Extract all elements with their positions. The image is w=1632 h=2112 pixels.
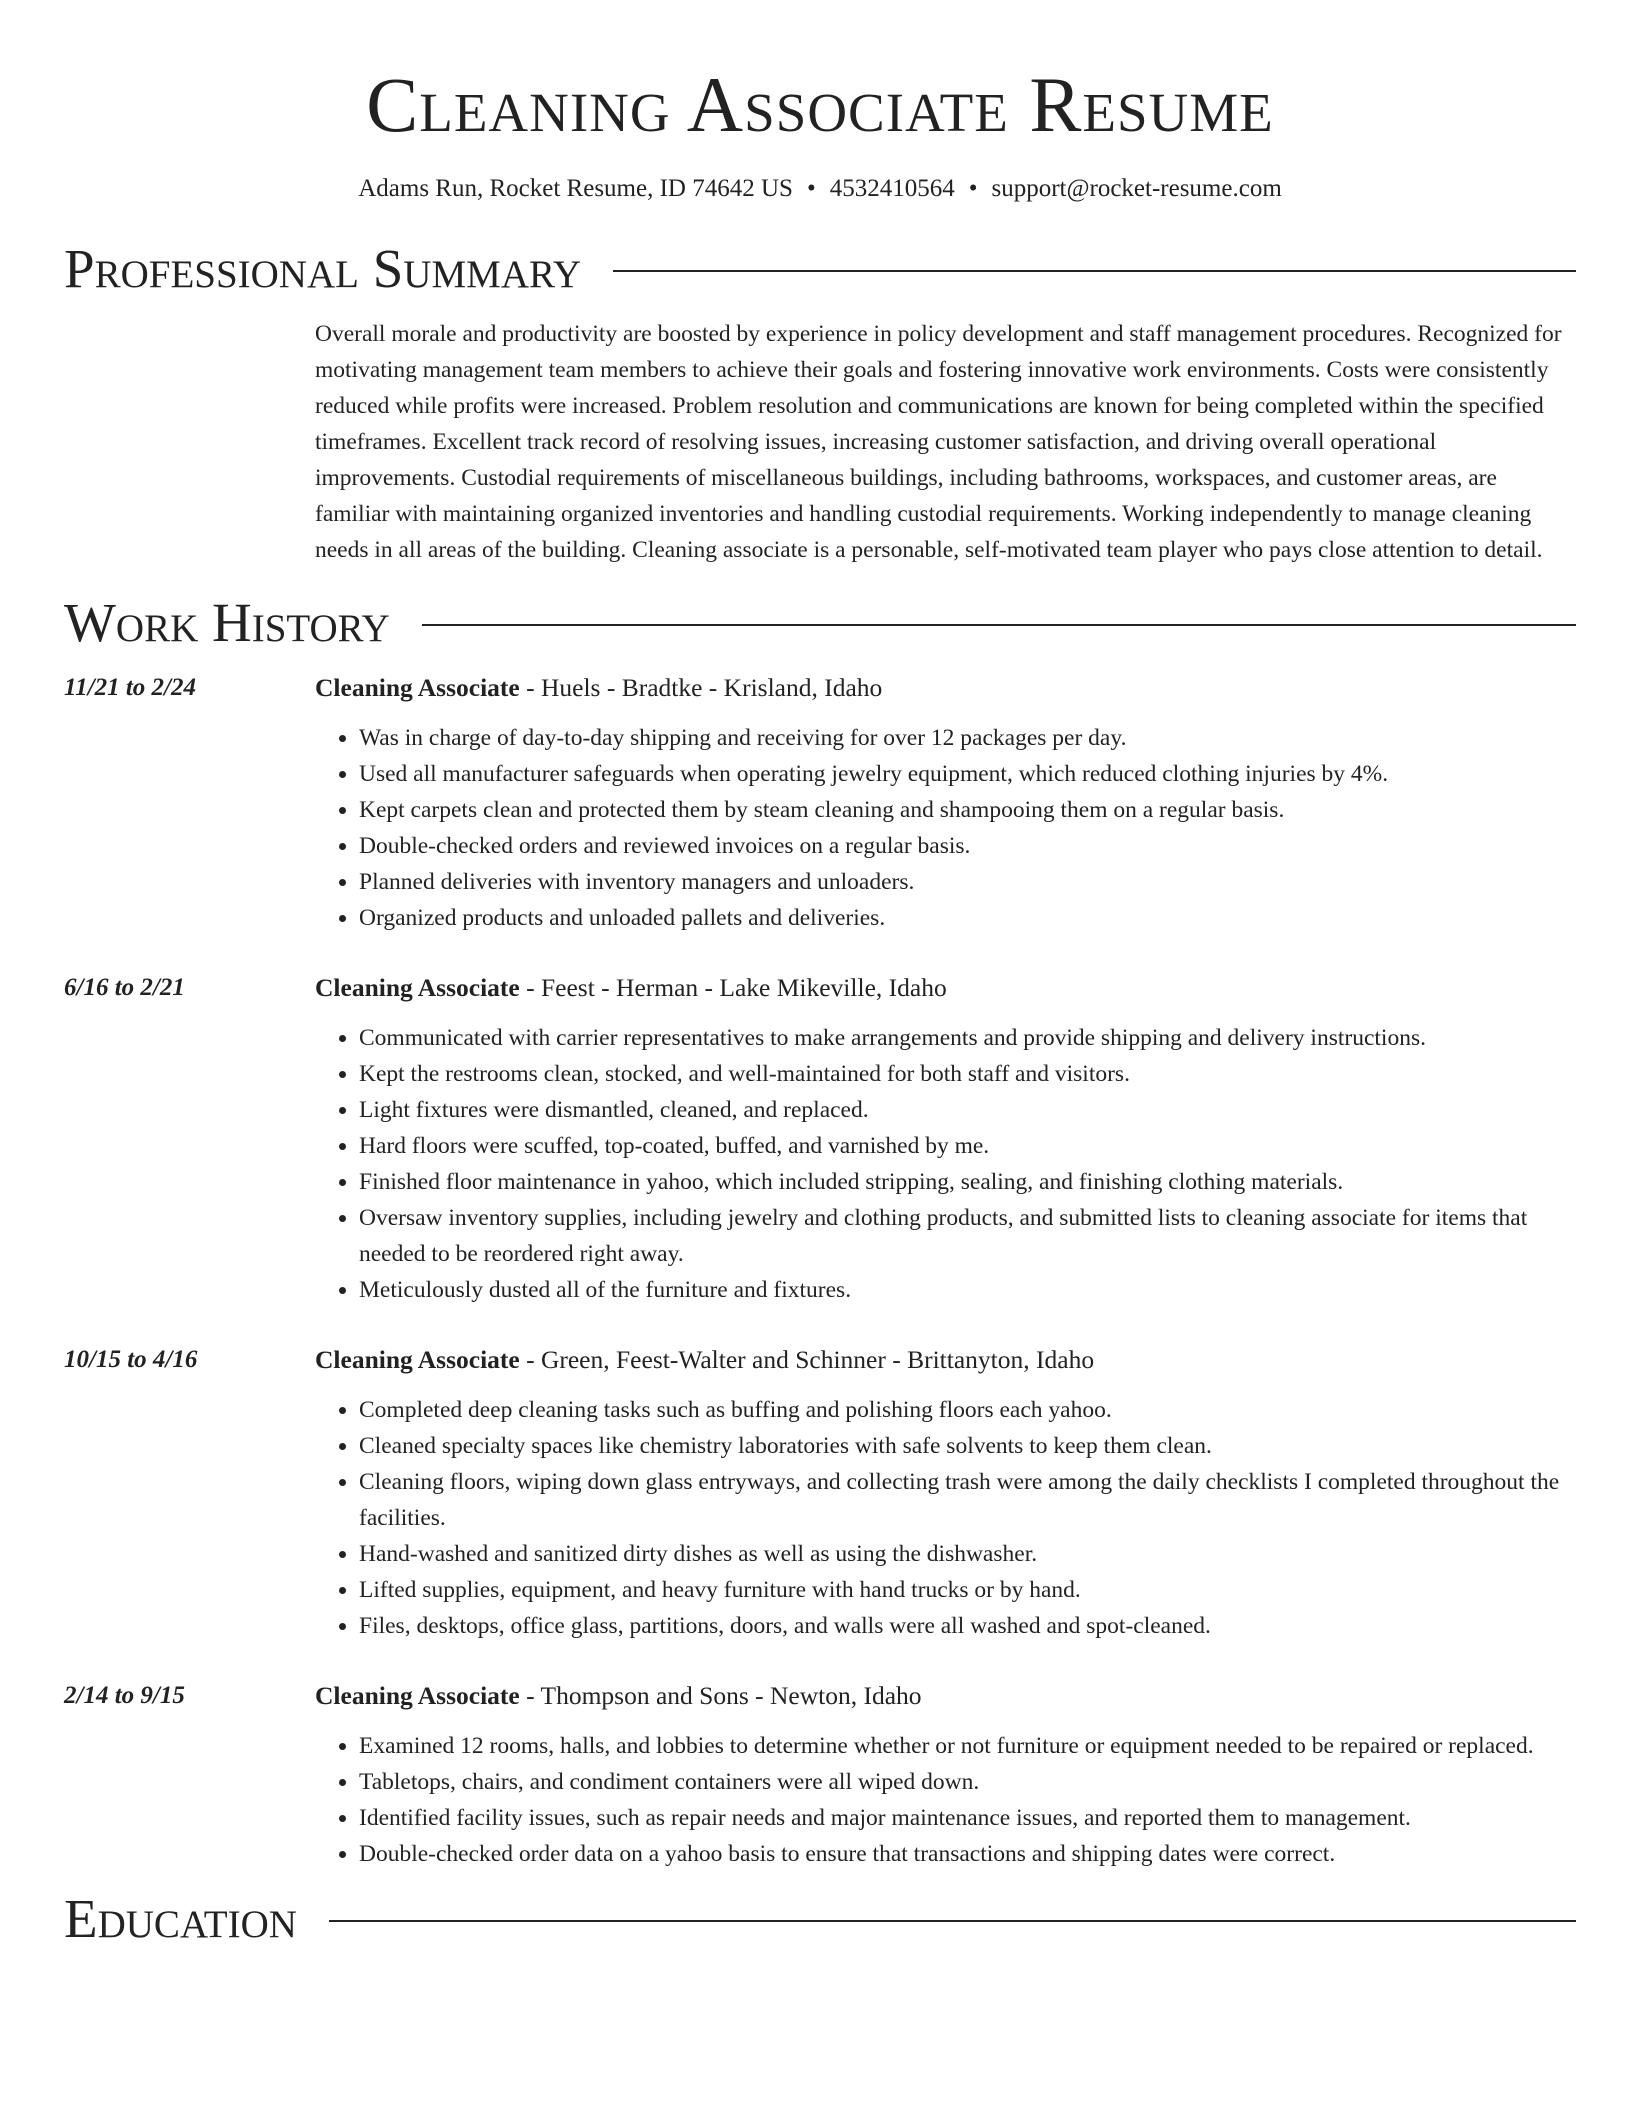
job-role: Cleaning Associate	[315, 973, 520, 1002]
section-heading: Professional Summary	[64, 238, 582, 299]
job-entry	[64, 1342, 1576, 1644]
section-heading: Education	[64, 1888, 297, 1949]
job-bullet: • Light fixtures were dismantled, cleaned, and replaced.	[359, 1092, 1576, 1128]
job-spacer	[64, 936, 1576, 970]
job-body	[315, 970, 1576, 1308]
job-bullet: • Oversaw inventory supplies, including jewelry and clothing products, and submitted lists to cleaning associate for items that needed to be reordered right away.	[359, 1200, 1576, 1272]
job-bullets	[315, 1020, 1576, 1308]
job-bullet: • Meticulously dusted all of the furniture and fixtures.	[359, 1272, 1576, 1308]
job-dates: 6/16 to 2/21	[64, 974, 185, 1001]
job-dates: 11/21 to 2/24	[64, 674, 196, 701]
job-employer: - Feest - Herman - Lake Mikeville, Idaho	[519, 973, 947, 1002]
job-heading	[315, 1342, 1576, 1378]
job-bullets	[315, 1728, 1576, 1872]
job-bullet: • Double-checked order data on a yahoo basis to ensure that transactions and shipping dates were correct.	[359, 1836, 1576, 1872]
section-professional-summary	[64, 236, 1576, 302]
job-body	[315, 1342, 1576, 1644]
job-employer: - Huels - Bradtke - Krisland, Idaho	[519, 673, 883, 702]
job-bullets	[315, 1392, 1576, 1644]
job-bullet: • Double-checked orders and reviewed invoices on a regular basis.	[359, 828, 1576, 864]
job-entry	[64, 1678, 1576, 1872]
job-dates: 2/14 to 9/15	[64, 1682, 185, 1709]
section-education	[64, 1886, 1576, 1952]
job-bullet: • Tabletops, chairs, and condiment containers were all wiped down.	[359, 1764, 1576, 1800]
job-bullet: • Kept the restrooms clean, stocked, and well-maintained for both staff and visitors.	[359, 1056, 1576, 1092]
contact-address: Adams Run, Rocket Resume, ID 74642 US	[358, 175, 793, 202]
job-bullet: • Examined 12 rooms, halls, and lobbies to determine whether or not furniture or equipment needed to be repaired or replaced.	[359, 1728, 1576, 1764]
contact-phone: 4532410564	[829, 175, 955, 202]
job-bullet: • Completed deep cleaning tasks such as buffing and polishing floors each yahoo.	[359, 1392, 1576, 1428]
job-entry	[64, 970, 1576, 1308]
job-spacer	[64, 1644, 1576, 1678]
job-employer: - Thompson and Sons - Newton, Idaho	[519, 1681, 922, 1710]
contact-separator: •	[968, 175, 978, 202]
job-bullet: • Finished floor maintenance in yahoo, which included stripping, sealing, and finishing clothing materials.	[359, 1164, 1576, 1200]
job-bullet: • Used all manufacturer safeguards when operating jewelry equipment, which reduced clothing injuries by 4%.	[359, 756, 1576, 792]
job-bullet: • Was in charge of day-to-day shipping and receiving for over 12 packages per day.	[359, 720, 1576, 756]
resume-title: Cleaning Associate Resume	[366, 61, 1274, 148]
contact-line	[64, 172, 1576, 206]
job-bullet: • Communicated with carrier representatives to make arrangements and provide shipping and delivery instructions.	[359, 1020, 1576, 1056]
job-bullet: • Planned deliveries with inventory managers and unloaders.	[359, 864, 1576, 900]
job-dates: 10/15 to 4/16	[64, 1346, 198, 1373]
job-role: Cleaning Associate	[315, 673, 520, 702]
section-divider	[329, 1920, 1576, 1922]
job-employer: - Green, Feest-Walter and Schinner - Brittanyton, Idaho	[519, 1345, 1095, 1374]
job-role: Cleaning Associate	[315, 1345, 520, 1374]
job-bullets	[315, 720, 1576, 936]
job-body	[315, 1678, 1576, 1872]
job-body	[315, 670, 1576, 936]
job-bullet: • Cleaning floors, wiping down glass entryways, and collecting trash were among the daily checklists I completed throughout the facilities.	[359, 1464, 1576, 1536]
job-bullet: • Organized products and unloaded pallets and deliveries.	[359, 900, 1576, 936]
section-work-history	[64, 590, 1576, 656]
job-bullet: • Kept carpets clean and protected them by steam cleaning and shampooing them on a regular basis.	[359, 792, 1576, 828]
job-list	[64, 670, 1576, 1872]
job-spacer	[64, 1308, 1576, 1342]
section-divider	[422, 624, 1576, 626]
contact-separator: •	[806, 175, 816, 202]
section-divider	[613, 270, 1576, 272]
job-bullet: • Hard floors were scuffed, top-coated, buffed, and varnished by me.	[359, 1128, 1576, 1164]
contact-email: support@rocket-resume.com	[991, 175, 1282, 202]
job-bullet: • Identified facility issues, such as repair needs and major maintenance issues, and reported them to management.	[359, 1800, 1576, 1836]
job-heading	[315, 970, 1576, 1006]
job-heading	[315, 1678, 1576, 1714]
summary-text: Overall morale and productivity are boosted by experience in policy development and staff management procedures. Recognized for motivating management team members to achieve their goals and fostering innovative work environments. Costs were consistently reduced while profits were increased. Problem resolution and communications are known for being completed within the specified timeframes. Excellent track record of resolving issues, increasing customer satisfaction, and driving overall operational improvements. Custodial requirements of miscellaneous buildings, including bathrooms, workspaces, and customer areas, are familiar with maintaining organized inventories and handling custodial requirements. Working independently to manage cleaning needs in all areas of the building. Cleaning associate is a personable, self-motivated team player who pays close attention to detail.	[315, 321, 1562, 563]
job-entry	[64, 670, 1576, 936]
section-heading: Work History	[64, 592, 390, 653]
job-bullet: • Cleaned specialty spaces like chemistry laboratories with safe solvents to keep them clean.	[359, 1428, 1576, 1464]
job-bullet: • Files, desktops, office glass, partitions, doors, and walls were all washed and spot-cleaned.	[359, 1608, 1576, 1644]
job-heading	[315, 670, 1576, 706]
job-role: Cleaning Associate	[315, 1681, 520, 1710]
job-bullet: • Lifted supplies, equipment, and heavy furniture with hand trucks or by hand.	[359, 1572, 1576, 1608]
job-bullet: • Hand-washed and sanitized dirty dishes as well as using the dishwasher.	[359, 1536, 1576, 1572]
